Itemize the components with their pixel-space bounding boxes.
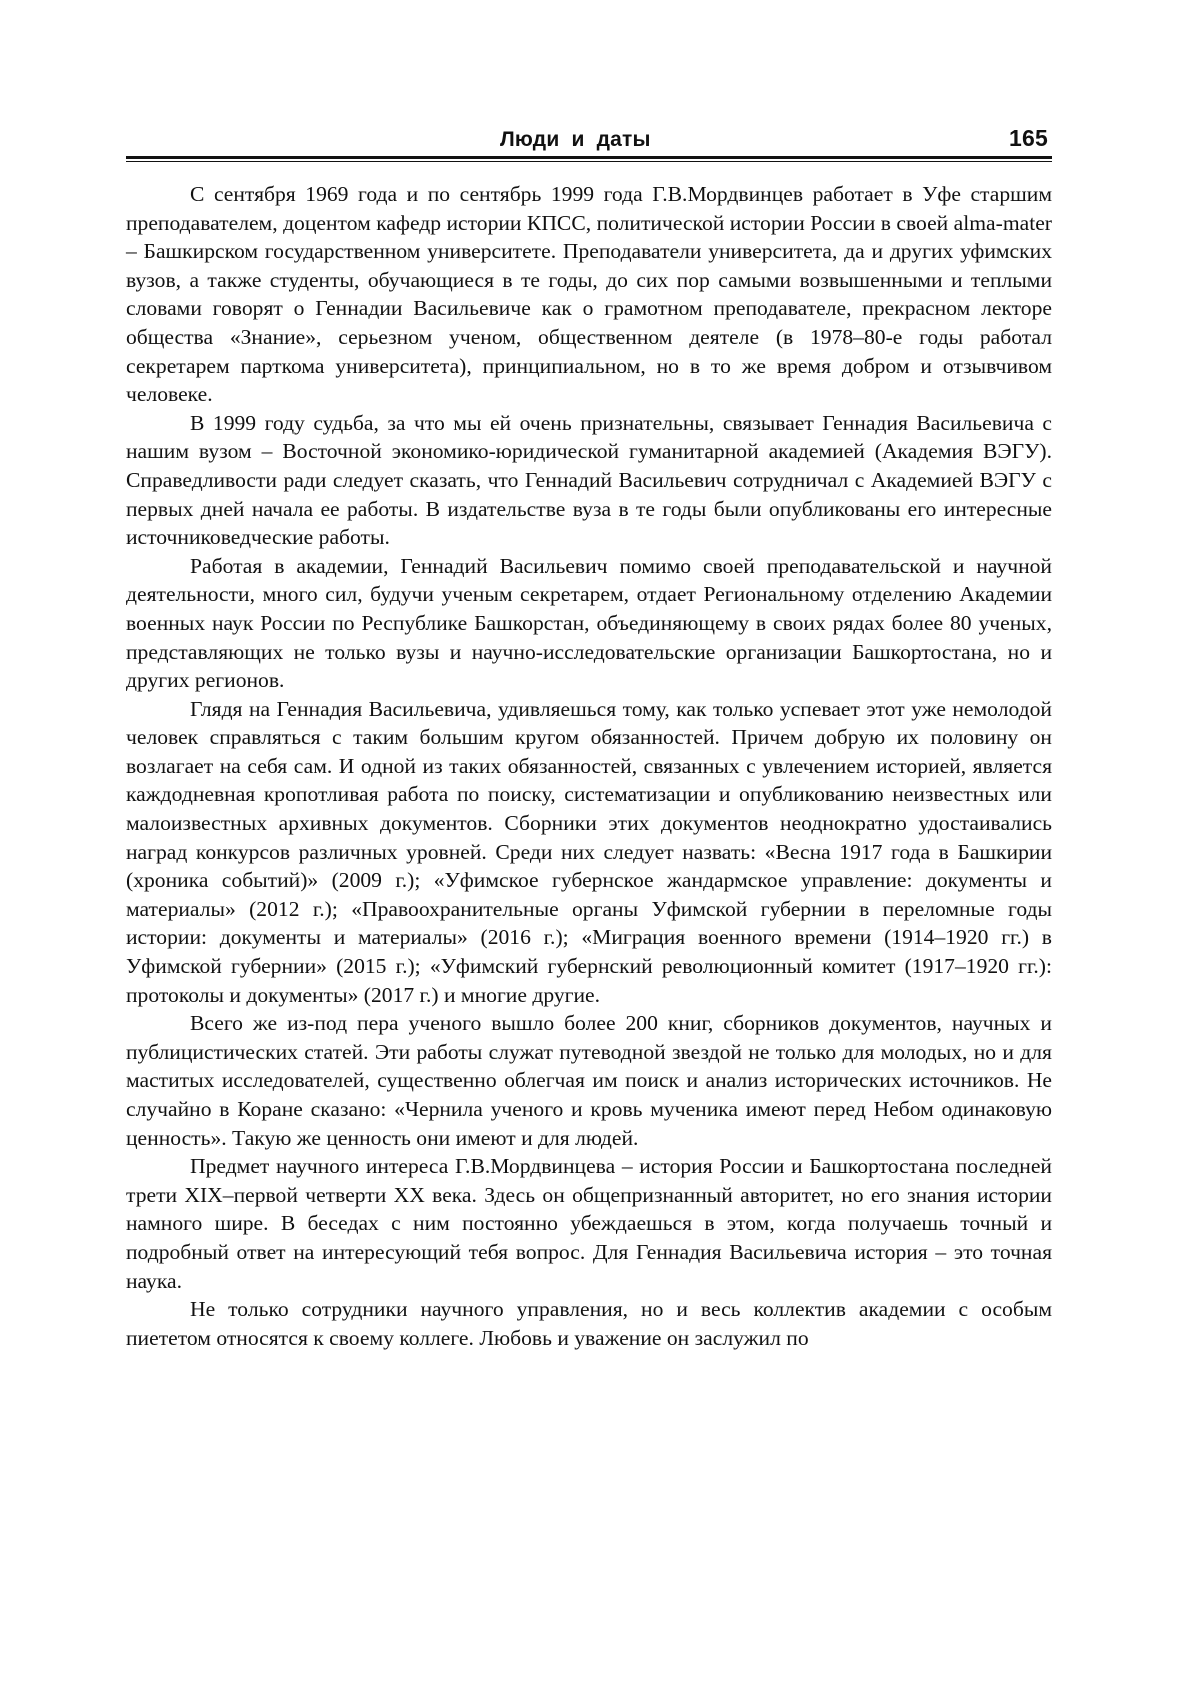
paragraph-1: С сентября 1969 года и по сентябрь 1999 года Г.В.Мордвинцев работает в Уфе старшим преподавателем, доцентом кафедр истории КПСС, политической истории России в своей alma-mater – Башкирском государственном университете. Преподаватели университета, да и других уфимских вузов, а также студенты, обучающиеся в те годы, до сих пор самыми возвышенными и теплыми словами говорят о Геннадии Васильевиче как о грамотном преподавателе, прекрасном лекторе общества «Знание», серьезном ученом, общественном деятеле (в 1978–80-е годы работал секретарем парткома университета), принципиальном, но в то же время добром и отзывчивом человеке. [126,182,1052,407]
page [126,118,1052,1352]
body-text [126,180,1052,1352]
paragraph-6: Предмет научного интереса Г.В.Мордвинцева – история России и Башкортостана последней трети XIX–первой четверти XX века. Здесь он общепризнанный авторитет, но его знания истории намного шире. В беседах с ним постоянно убеждаешься в этом, когда получаешь точный и подробный ответ на интересующий тебя вопрос. Для Геннадия Васильевича история – это точная наука. [126,1154,1052,1293]
paragraph-2: В 1999 году судьба, за что мы ей очень признательны, связывает Геннадия Васильевича с нашим вузом – Восточной экономико-юридической гуманитарной академией (Академия ВЭГУ). Справедливости ради следует сказать, что Геннадий Васильевич сотрудничал с Академией ВЭГУ с первых дней начала ее работы. В издательстве вуза в те годы были опубликованы его интересные источниковедческие работы. [126,410,1052,550]
paragraph-4: Глядя на Геннадия Васильевича, удивляешься тому, как только успевает этот уже немолодой человек справляться с таким большим кругом обязанностей. Причем добрую их половину он возлагает на себя сам. И одной из таких обязанностей, связанных с увлечением историей, является каждодневная кропотливая работа по поиску, систематизации и опубликованию неизвестных или малоизвестных архивных документов. Сборники этих документов неоднократно удостаивались наград конкурсов различных уровней. Среди них следует назвать: «Весна 1917 года в Башкирии (хроника событий)» (2009 г.); «Уфимское губернское жандармское управление: документы и материалы» (2012 г.); «Правоохранительные органы Уфимской губернии в переломные годы истории: документы и материалы» (2016 г.); «Миграция военного времени (1914–1920 гг.) в Уфимской губернии» (2015 г.); «Уфимский губернский революционный комитет (1917–1920 гг.): протоколы и документы» (2017 г.) и многие другие. [126,696,1052,1007]
paragraph-5: Всего же из-под пера ученого вышло более 200 книг, сборников документов, научных и публицистических статей. Эти работы служат путеводной звездой не только для молодых, но и для маститых исследователей, существенно облегчая им поиск и анализ исторических источников. Не случайно в Коране сказано: «Чернила ученого и кровь мученика имеют перед Небом одинаковую ценность». Такую же ценность они имеют и для людей. [126,1011,1052,1150]
paragraph-7: Не только сотрудники научного управления, но и весь коллектив академии с особым пиететом относятся к своему коллеге. Любовь и уважение он заслужил по [126,1297,1052,1350]
header-rule [126,156,1052,159]
running-header [126,118,1052,152]
paragraph-3: Работая в академии, Геннадий Васильевич помимо своей преподавательской и научной деятельности, много сил, будучи ученым секретарем, отдает Региональному отделению Академии военных наук России по Республике Башкорстан, объединяющему в своих рядах более 80 ученых, представляющих не только вузы и научно-исследовательские организации Башкортостана, но и других регионов. [126,553,1052,693]
header-rule-thin [126,161,1052,162]
page-number: 165 [1009,125,1048,151]
section-title: Люди и даты [500,128,651,151]
